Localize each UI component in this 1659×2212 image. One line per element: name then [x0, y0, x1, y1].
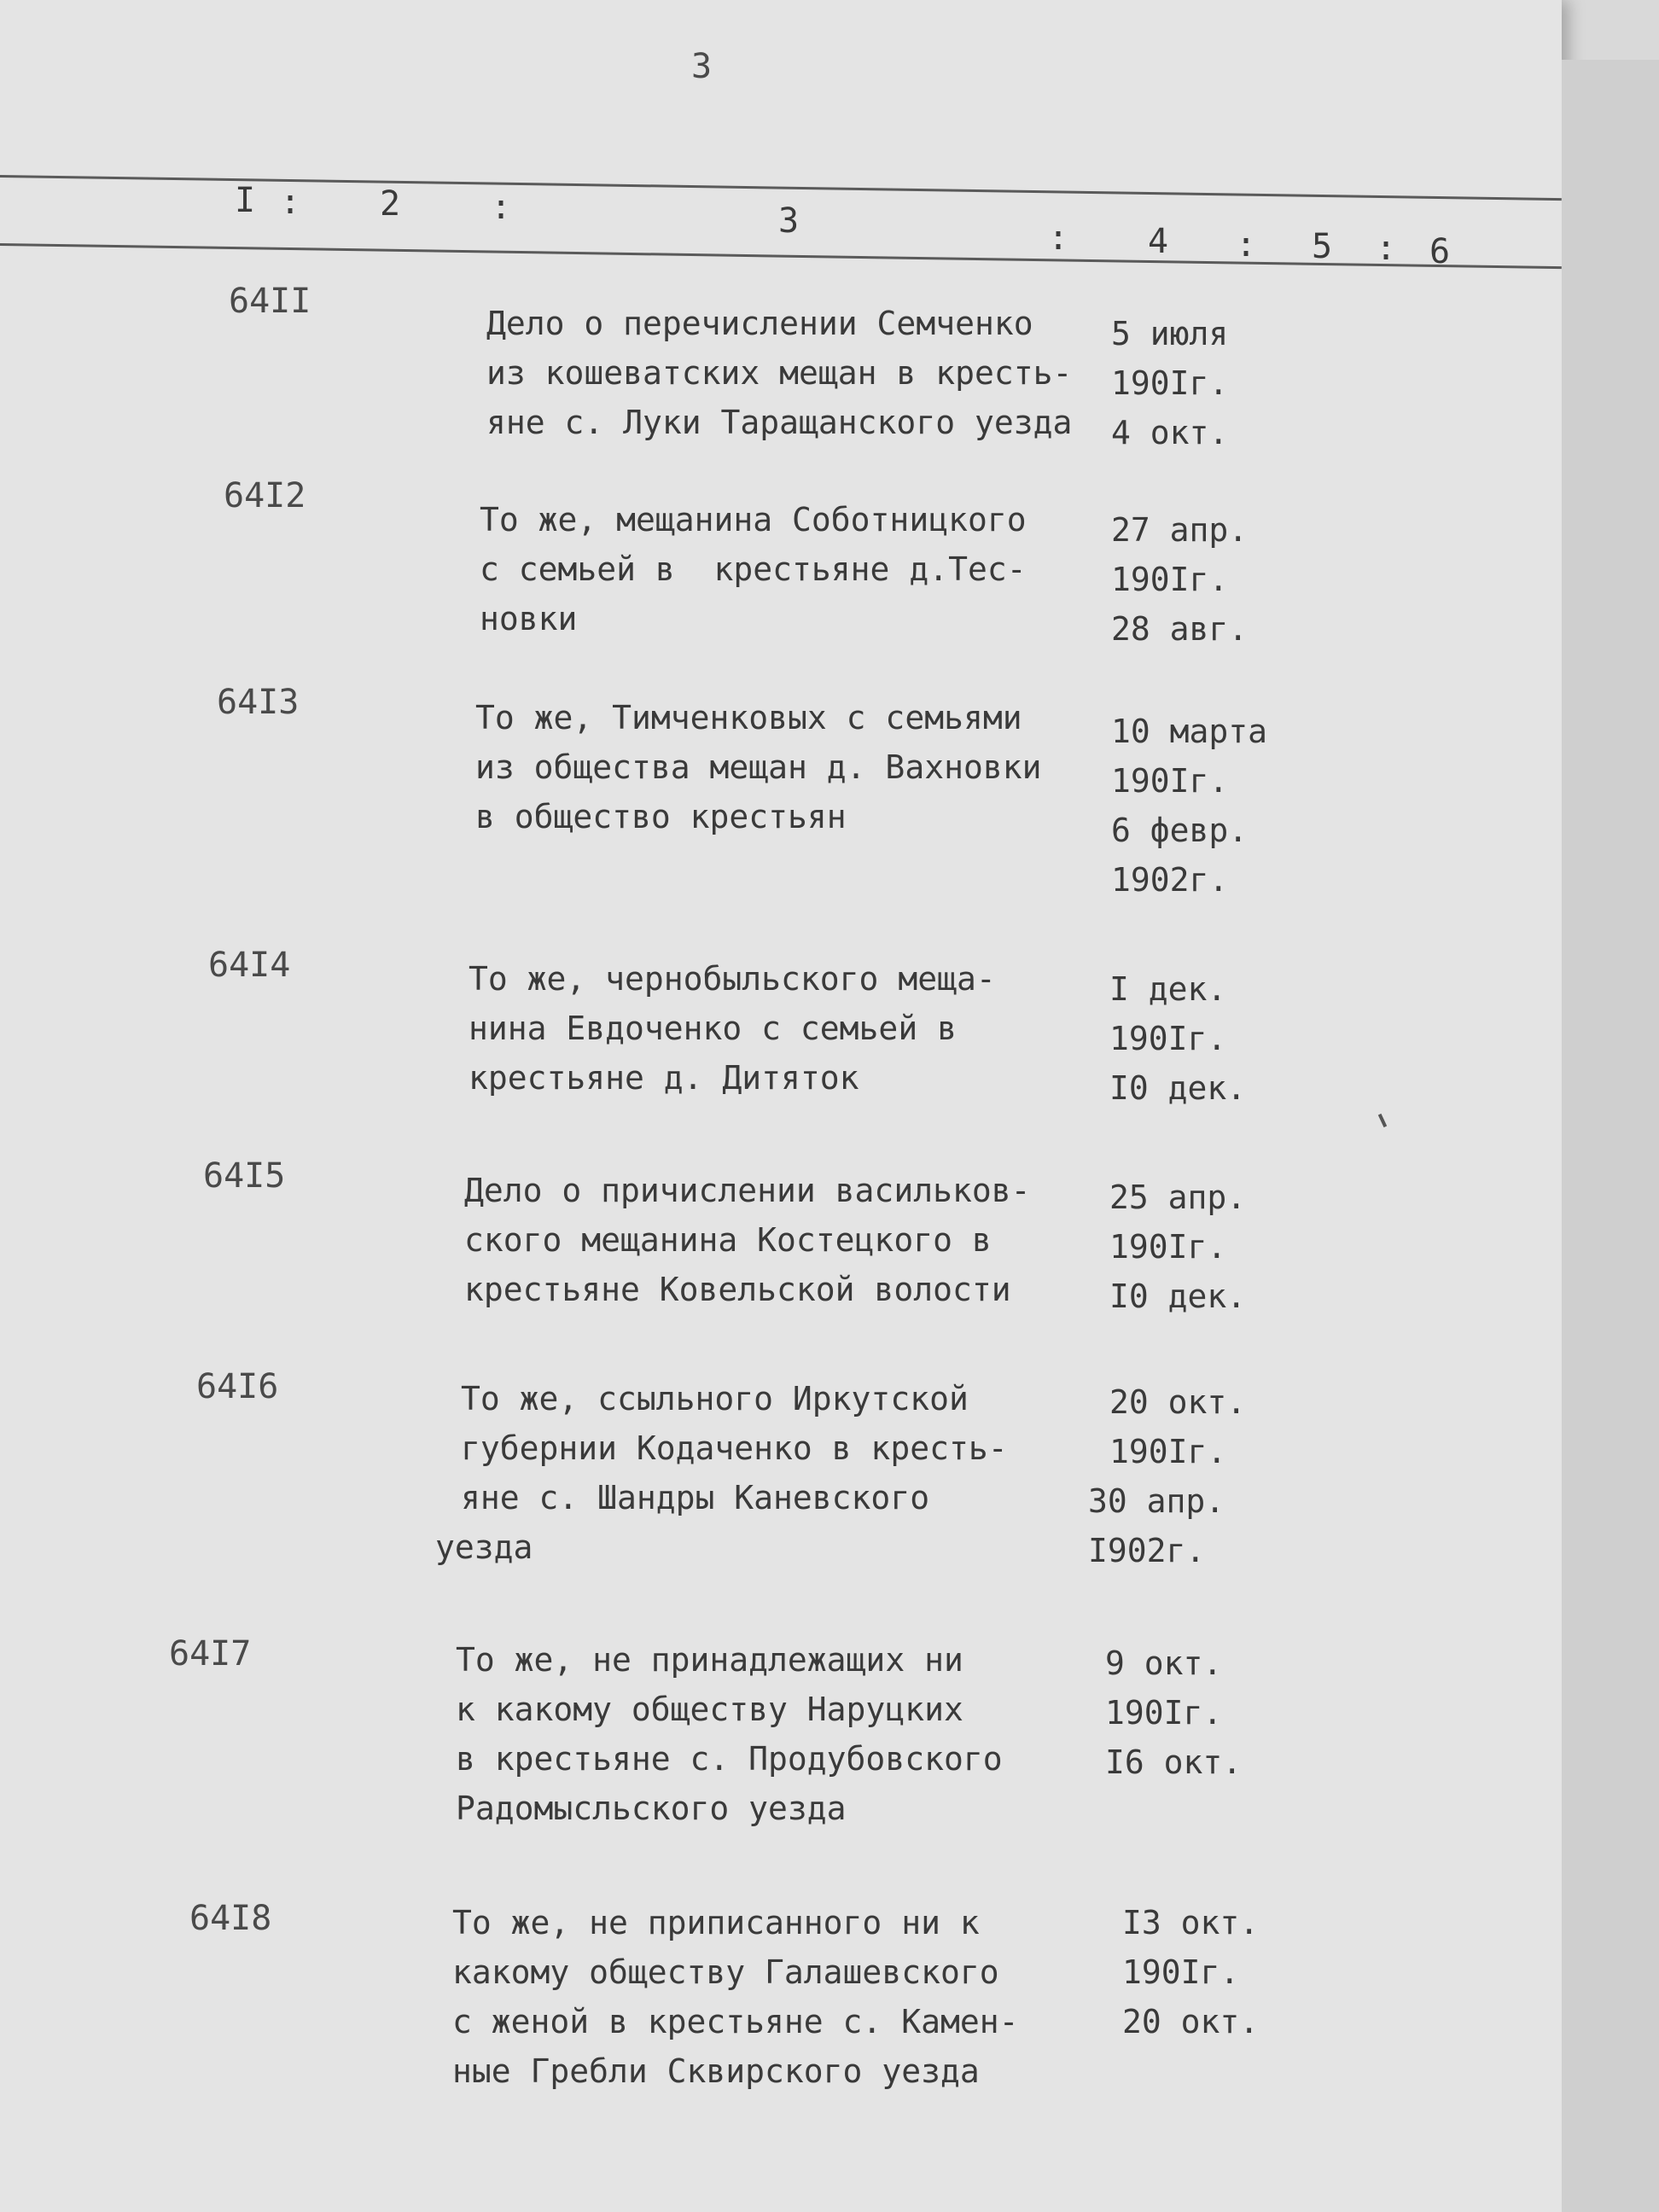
column-header-5: 5 [1312, 227, 1333, 266]
entry-number: 64I6 [196, 1367, 279, 1406]
entry-dates: I дек. 190Iг. I0 дек. [1109, 970, 1247, 1107]
entry-dates: 20 окт. 190Iг. 30 апр. I902г. [1088, 1383, 1247, 1569]
page-number: 3 [691, 47, 713, 86]
entry-description: То же, Тимченковых с семьями из общества мещан д. Вахновки в общество крестьян [475, 699, 1042, 835]
entry-number: 64I7 [169, 1634, 252, 1674]
entry-dates: 25 апр. 190Iг. I0 дек. [1109, 1179, 1247, 1315]
page-edge [1562, 60, 1659, 2212]
entry-number: 64I5 [203, 1156, 286, 1196]
column-separator: : [1376, 229, 1397, 268]
column-header-2: 2 [380, 184, 401, 224]
entry-number: 64I4 [208, 946, 291, 985]
column-separator: : [280, 183, 301, 222]
column-separator: : [1236, 225, 1257, 265]
entry-number: 64I2 [224, 476, 306, 515]
entry-dates: 27 апр. 190Iг. 28 авг. [1111, 511, 1249, 648]
entry-number: 64I8 [189, 1899, 272, 1938]
column-separator: : [491, 188, 512, 227]
entry-description: То же, ссыльного Иркутской губернии Кодаченко в кресть- яне с. Шандры Каневского уезда [435, 1380, 1008, 1566]
pen-mark [1378, 1114, 1387, 1127]
entry-number: 64II [229, 282, 311, 321]
entry-dates: I3 окт. 190Iг. 20 окт. [1122, 1904, 1260, 2040]
entry-number: 64I3 [217, 683, 300, 722]
column-separator: : [1048, 218, 1069, 258]
entry-description: То же, чернобыльского меща- нина Евдоченко с семьей в крестьяне д. Дитяток [469, 960, 996, 1097]
column-header-1: I [235, 181, 256, 220]
entry-dates: 10 марта 190Iг. 6 февр. 1902г. [1111, 713, 1268, 899]
entry-description: То же, не принадлежащих ни к какому обществу Наруцких в крестьяне с. Продубовского Радомысльского уезда [456, 1641, 1003, 1827]
entry-description: Дело о причислении васильков- ского мещанина Костецкого в крестьяне Ковельской волости [464, 1172, 1031, 1308]
entry-description: Дело о перечислении Семченко из кошеватских мещан в кресть- яне с. Луки Таращанского уезда [486, 305, 1073, 441]
entry-description: То же, не приписанного ни к какому обществу Галашевского с женой в крестьяне с. Камен- ные Гребли Сквирского уезда [452, 1904, 1019, 2090]
column-header-3: 3 [778, 201, 800, 241]
column-header-6: 6 [1429, 232, 1451, 271]
column-header-4: 4 [1148, 222, 1169, 261]
entry-dates: 9 окт. 190Iг. I6 окт. [1105, 1644, 1243, 1781]
entry-dates: 5 июля 190Iг. 4 окт. [1111, 315, 1229, 451]
entry-description: То же, мещанина Соботницкого с семьей в крестьяне д.Тес- новки [480, 501, 1027, 637]
